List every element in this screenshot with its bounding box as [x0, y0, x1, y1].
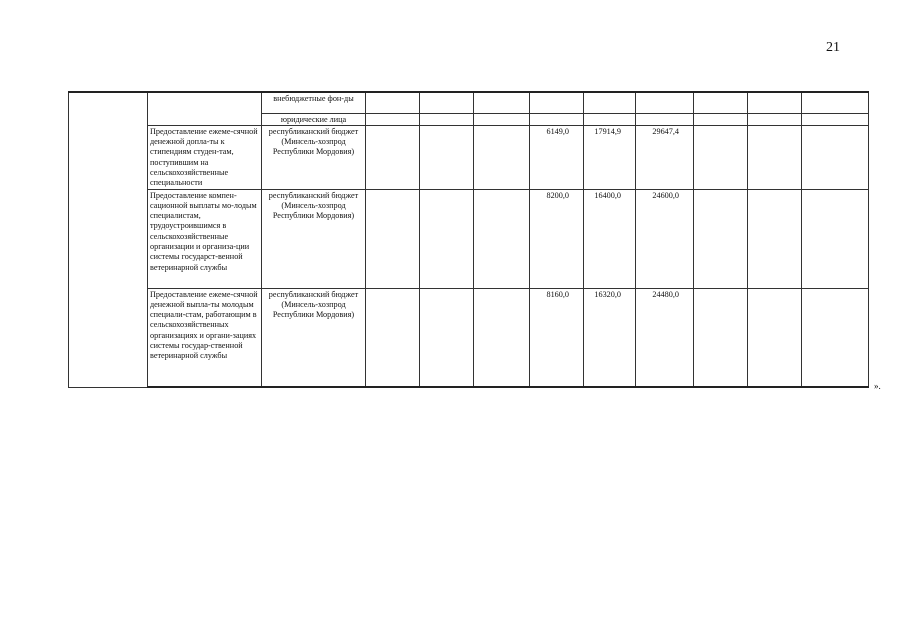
empty-cell [748, 288, 802, 387]
empty-cell [802, 189, 869, 288]
table-row [69, 288, 869, 387]
empty-cell [694, 125, 748, 189]
empty-cell [420, 189, 474, 288]
page-number: 21 [826, 40, 840, 55]
empty-cell [366, 189, 420, 288]
empty-cell [530, 113, 584, 125]
value-cell: 8160,0 [530, 288, 584, 387]
value-cell: 8200,0 [530, 189, 584, 288]
empty-cell [694, 113, 748, 125]
blank-cell [148, 92, 262, 125]
empty-cell [748, 125, 802, 189]
empty-cell [636, 92, 694, 113]
empty-cell [636, 113, 694, 125]
value-cell: 16400,0 [584, 189, 636, 288]
funding-table [68, 91, 869, 388]
empty-cell [694, 92, 748, 113]
empty-cell [802, 113, 869, 125]
empty-cell [420, 92, 474, 113]
table-row [69, 189, 869, 288]
value-cell: 24480,0 [636, 288, 694, 387]
empty-cell [366, 288, 420, 387]
empty-cell [420, 288, 474, 387]
table-row [69, 125, 869, 189]
empty-cell [748, 189, 802, 288]
value-cell: 6149,0 [530, 125, 584, 189]
empty-cell [474, 288, 530, 387]
empty-cell [748, 113, 802, 125]
source-cell: республиканский бюджет (Минсель-хозпрод Республики Мордовия) [262, 288, 366, 387]
empty-cell [474, 113, 530, 125]
empty-cell [694, 288, 748, 387]
empty-cell [366, 125, 420, 189]
empty-cell [584, 113, 636, 125]
value-cell: 29647,4 [636, 125, 694, 189]
value-cell: 16320,0 [584, 288, 636, 387]
empty-cell [530, 92, 584, 113]
source-cell: республиканский бюджет (Минсель-хозпрод Республики Мордовия) [262, 189, 366, 288]
empty-cell [802, 288, 869, 387]
empty-cell [802, 125, 869, 189]
empty-cell [802, 92, 869, 113]
value-cell: 17914,9 [584, 125, 636, 189]
empty-cell [420, 113, 474, 125]
empty-cell [748, 92, 802, 113]
empty-cell [474, 189, 530, 288]
blank-cell [69, 92, 148, 387]
empty-cell [474, 92, 530, 113]
empty-cell [474, 125, 530, 189]
activity-cell: Предоставление ежеме-сячной денежной допла-ты к стипендиям студен-там, поступившим на сельскохозяйственные специальности [148, 125, 262, 189]
source-cell: республиканский бюджет (Минсель-хозпрод Республики Мордовия) [262, 125, 366, 189]
source-cell: внебюджетные фон-ды [262, 92, 366, 113]
empty-cell [694, 189, 748, 288]
empty-cell [420, 125, 474, 189]
empty-cell [366, 113, 420, 125]
table-row [69, 92, 869, 113]
closing-quote-mark: ». [874, 381, 881, 391]
activity-cell: Предоставление ежеме-сячной денежной выпла-ты молодым специали-стам, работающим в сельскохозяйственных организациях и органи-зациях системы государ-ственной ветеринарной службы [148, 288, 262, 387]
empty-cell [584, 92, 636, 113]
value-cell: 24600,0 [636, 189, 694, 288]
source-cell: юридические лица [262, 113, 366, 125]
empty-cell [366, 92, 420, 113]
activity-cell: Предоставление компен-сационной выплаты мо-лодым специалистам, трудоустроившимся в сельскохозяйственные организации и организа-ции системы государст-венной ветеринарной службы [148, 189, 262, 288]
